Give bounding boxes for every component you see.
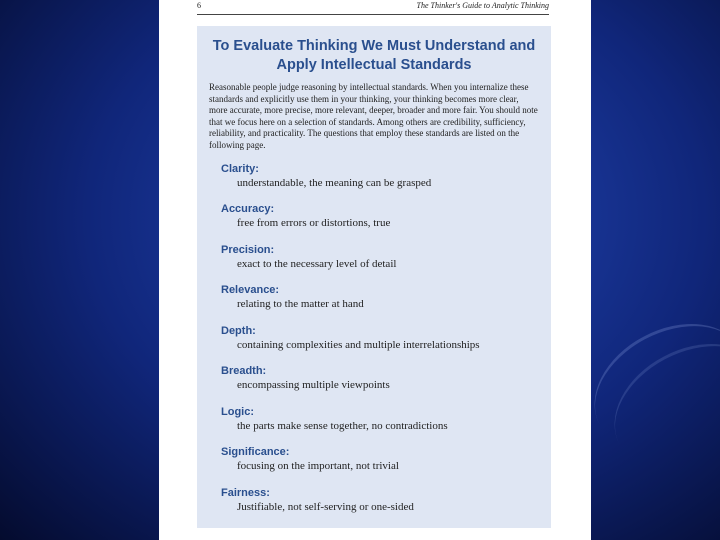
standard-accuracy	[197, 202, 551, 243]
standard-definition: relating to the matter at hand	[237, 298, 364, 311]
intro-paragraph: Reasonable people judge reasoning by intellectual standards. When you internalize these standards and explicitly use them in your thinking, your thinking becomes more clear, more accurate, more precise, more relevant, deeper, broader and more fair. You should note that we focus here on a selection of standards. Among others are credibility, sufficiency, reliability, and practicality. The questions that employ these standards are listed on the following page.	[209, 82, 538, 150]
panel-title-line-2: Apply Intellectual Standards	[276, 57, 472, 73]
standard-definition: encompassing multiple viewpoints	[237, 379, 390, 392]
standard-logic	[197, 405, 551, 446]
standard-definition: focusing on the important, not trivial	[237, 460, 399, 473]
standard-definition: containing complexities and multiple interrelationships	[237, 338, 480, 351]
standard-name: Precision:	[221, 243, 275, 256]
standard-definition: understandable, the meaning can be grasped	[237, 176, 432, 189]
standard-significance	[197, 445, 551, 486]
standard-clarity	[197, 162, 551, 203]
standard-precision	[197, 243, 551, 284]
standard-name: Significance:	[221, 446, 290, 459]
standard-name: Breadth:	[221, 365, 267, 378]
standard-name: Logic:	[221, 405, 254, 418]
standard-name: Clarity:	[221, 162, 259, 175]
standard-depth	[197, 324, 551, 365]
document-page	[159, 0, 591, 540]
page-number: 6	[197, 1, 201, 10]
panel-title	[197, 37, 551, 75]
standard-breadth	[197, 364, 551, 405]
standard-definition: the parts make sense together, no contradictions	[237, 419, 448, 432]
standards-list	[197, 162, 551, 527]
standard-definition: free from errors or distortions, true	[237, 217, 391, 230]
standard-name: Relevance:	[221, 284, 280, 297]
standard-name: Fairness:	[221, 486, 270, 499]
standard-fairness	[197, 486, 551, 527]
standard-definition: exact to the necessary level of detail	[237, 257, 397, 270]
standards-panel	[197, 26, 551, 528]
standard-relevance	[197, 283, 551, 324]
standard-definition: Justifiable, not self-serving or one-sided	[237, 500, 414, 513]
standard-name: Depth:	[221, 324, 256, 337]
panel-title-line-1: To Evaluate Thinking We Must Understand and	[212, 38, 536, 54]
standard-name: Accuracy:	[221, 203, 275, 216]
page-header	[197, 0, 549, 15]
running-title: The Thinker's Guide to Analytic Thinking	[416, 1, 549, 10]
